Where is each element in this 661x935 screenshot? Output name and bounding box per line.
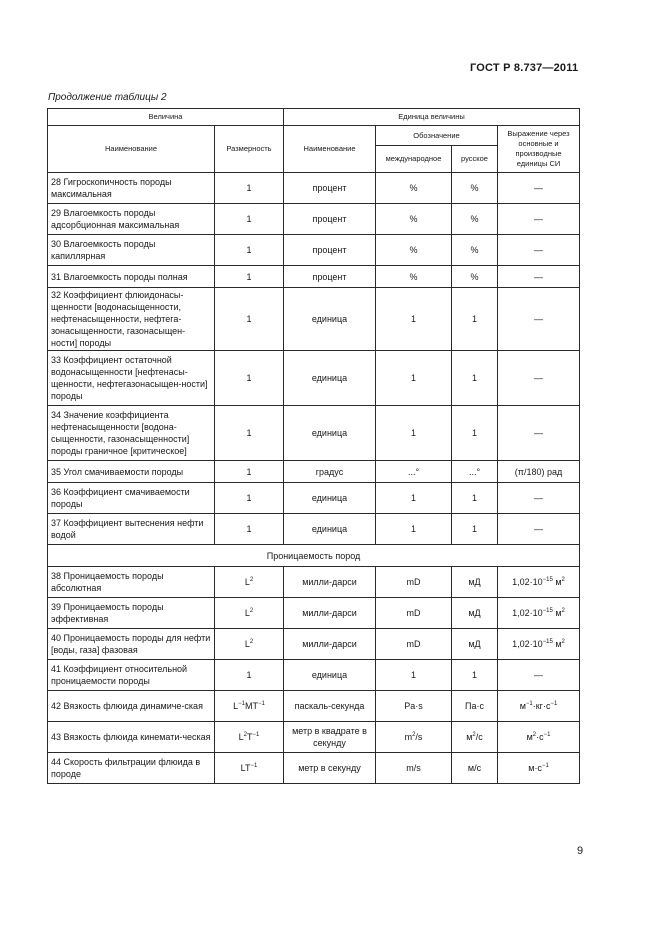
table-caption: Продолжение таблицы 2 — [48, 92, 167, 103]
rus-symbol-cell: мД — [452, 598, 498, 629]
unit-name-cell: милли-дарси — [284, 567, 376, 598]
header-quantity: Величина — [48, 109, 284, 126]
standard-number: ГОСТ Р 8.737—2011 — [470, 62, 579, 74]
intl-symbol-cell: 1 — [376, 514, 452, 545]
dimension-cell: 1 — [215, 173, 284, 204]
unit-name-cell: процент — [284, 266, 376, 288]
table-row — [48, 660, 580, 691]
rus-symbol-cell: 1 — [452, 483, 498, 514]
intl-symbol-cell: 1 — [376, 406, 452, 461]
quantity-name: 40 Проницаемость породы для нефти [воды, газа] фазовая — [48, 629, 215, 660]
quantity-name: 38 Проницаемость породы абсолютная — [48, 567, 215, 598]
table-row — [48, 288, 580, 351]
expression-cell: — — [498, 514, 580, 545]
header-name: Наименование — [48, 126, 215, 173]
expression-cell: — — [498, 204, 580, 235]
expression-cell: — — [498, 235, 580, 266]
dimension-cell: $L^{-1}MT^{-1}$ — [215, 691, 284, 722]
header-unit: Единица величины — [284, 109, 580, 126]
dimension-cell: $L^2T^{-1}$ — [215, 722, 284, 753]
section-row — [48, 545, 580, 567]
expression-cell: — — [498, 288, 580, 351]
quantity-name: 36 Коэффициент смачиваемости породы — [48, 483, 215, 514]
intl-symbol-cell: mD — [376, 567, 452, 598]
quantity-name: 35 Угол смачиваемости породы — [48, 461, 215, 483]
intl-symbol-cell: 1 — [376, 351, 452, 406]
unit-name-cell: процент — [284, 235, 376, 266]
dimension-cell: 1 — [215, 461, 284, 483]
rus-symbol-cell: мД — [452, 567, 498, 598]
rus-symbol-cell: 1 — [452, 351, 498, 406]
table-row — [48, 629, 580, 660]
rus-symbol-cell: % — [452, 266, 498, 288]
intl-symbol-cell: 1 — [376, 483, 452, 514]
expression-cell: — — [498, 351, 580, 406]
header-dimension: Размерность — [215, 126, 284, 173]
dimension-cell: 1 — [215, 266, 284, 288]
page-number: 9 — [577, 845, 584, 857]
intl-symbol-cell: Pa·s — [376, 691, 452, 722]
table-row — [48, 598, 580, 629]
expression-cell: — — [498, 483, 580, 514]
table-row — [48, 753, 580, 784]
table-row — [48, 483, 580, 514]
quantity-name: 34 Значение коэффициента нефтенасыщенности [водона-сыщенности, газонасыщенности] породы граничное [критическое] — [48, 406, 215, 461]
table-row — [48, 204, 580, 235]
expression-cell: (π/180) рад — [498, 461, 580, 483]
intl-symbol-cell: % — [376, 235, 452, 266]
rus-symbol-cell: % — [452, 173, 498, 204]
quantity-name: 32 Коэффициент флюидонасы-щенности [водонасыщенности, нефтенасыщенности, нефтега-зонасыщенности, газонасыщен-ности] породы — [48, 288, 215, 351]
table-row — [48, 406, 580, 461]
unit-name-cell: процент — [284, 204, 376, 235]
rus-symbol-cell: 1 — [452, 406, 498, 461]
rus-symbol-cell: $м^2/с$ — [452, 722, 498, 753]
header-russian: русское — [452, 146, 498, 173]
table-row — [48, 461, 580, 483]
dimension-cell: 1 — [215, 235, 284, 266]
table-row — [48, 173, 580, 204]
dimension-cell: $LT^{-1}$ — [215, 753, 284, 784]
table-row — [48, 722, 580, 753]
dimension-cell: 1 — [215, 204, 284, 235]
quantity-name: 39 Проницаемость породы эффективная — [48, 598, 215, 629]
table-row — [48, 235, 580, 266]
header-designation: Обозначение — [376, 126, 498, 146]
intl-symbol-cell: ...° — [376, 461, 452, 483]
unit-name-cell: милли-дарси — [284, 629, 376, 660]
unit-name-cell: единица — [284, 406, 376, 461]
dimension-cell: $L^2$ — [215, 629, 284, 660]
dimension-cell: 1 — [215, 514, 284, 545]
rus-symbol-cell: 1 — [452, 514, 498, 545]
unit-name-cell: единица — [284, 660, 376, 691]
unit-name-cell: метр в квадрате в секунду — [284, 722, 376, 753]
header-unit-name: Наименование — [284, 126, 376, 173]
intl-symbol-cell: m/s — [376, 753, 452, 784]
header-international: международное — [376, 146, 452, 173]
quantity-name: 44 Скорость фильтрации флюида в породе — [48, 753, 215, 784]
rus-symbol-cell: 1 — [452, 660, 498, 691]
quantity-name: 42 Вязкость флюида динамиче-ская — [48, 691, 215, 722]
table-row — [48, 567, 580, 598]
unit-name-cell: градус — [284, 461, 376, 483]
quantity-name: 30 Влагоемкость породы капиллярная — [48, 235, 215, 266]
expression-cell: $м\cdot с^{-1}$ — [498, 753, 580, 784]
quantity-name: 31 Влагоемкость породы полная — [48, 266, 215, 288]
intl-symbol-cell: $m^2/s$ — [376, 722, 452, 753]
unit-name-cell: процент — [284, 173, 376, 204]
dimension-cell: $L^2$ — [215, 598, 284, 629]
unit-name-cell: метр в секунду — [284, 753, 376, 784]
unit-name-cell: паскаль-секунда — [284, 691, 376, 722]
intl-symbol-cell: 1 — [376, 288, 452, 351]
unit-name-cell: единица — [284, 351, 376, 406]
rus-symbol-cell: % — [452, 204, 498, 235]
expression-cell: $1,02\cdot 10^{-15}$ $м^2$ — [498, 629, 580, 660]
unit-name-cell: единица — [284, 514, 376, 545]
intl-symbol-cell: % — [376, 266, 452, 288]
quantity-name: 43 Вязкость флюида кинемати-ческая — [48, 722, 215, 753]
rus-symbol-cell: м/с — [452, 753, 498, 784]
quantity-name: 41 Коэффициент относительной проницаемости породы — [48, 660, 215, 691]
intl-symbol-cell: % — [376, 173, 452, 204]
expression-cell: — — [498, 173, 580, 204]
quantity-name: 28 Гигроскопичность породы максимальная — [48, 173, 215, 204]
unit-name-cell: единица — [284, 483, 376, 514]
dimension-cell: 1 — [215, 406, 284, 461]
unit-name-cell: единица — [284, 288, 376, 351]
dimension-cell: $L^2$ — [215, 567, 284, 598]
expression-cell: — — [498, 266, 580, 288]
expression-cell: — — [498, 660, 580, 691]
intl-symbol-cell: mD — [376, 629, 452, 660]
expression-cell: — — [498, 406, 580, 461]
expression-cell: $1,02\cdot 10^{-15}$ $м^2$ — [498, 598, 580, 629]
rus-symbol-cell: ...° — [452, 461, 498, 483]
expression-cell: $м^{-1}\cdot кг\cdot с^{-1}$ — [498, 691, 580, 722]
quantity-name: 33 Коэффициент остаточной водонасыщенности [нефтенасы-щенности, нефтегазонасыщен-ности] породы — [48, 351, 215, 406]
expression-cell: $м^2\cdot с^{-1}$ — [498, 722, 580, 753]
intl-symbol-cell: mD — [376, 598, 452, 629]
quantity-name: 29 Влагоемкость породы адсорбционная максимальная — [48, 204, 215, 235]
rus-symbol-cell: 1 — [452, 288, 498, 351]
unit-name-cell: милли-дарси — [284, 598, 376, 629]
table-row — [48, 351, 580, 406]
dimension-cell: 1 — [215, 483, 284, 514]
intl-symbol-cell: % — [376, 204, 452, 235]
dimension-cell: 1 — [215, 288, 284, 351]
section-title: Проницаемость пород — [48, 545, 580, 567]
table-row — [48, 266, 580, 288]
units-table — [47, 108, 580, 784]
quantity-name: 37 Коэффициент вытеснения нефти водой — [48, 514, 215, 545]
table-row — [48, 691, 580, 722]
header-expression: Выражение через основные и производные единицы СИ — [498, 126, 580, 173]
table-row — [48, 514, 580, 545]
dimension-cell: 1 — [215, 660, 284, 691]
rus-symbol-cell: мД — [452, 629, 498, 660]
rus-symbol-cell: Па·с — [452, 691, 498, 722]
dimension-cell: 1 — [215, 351, 284, 406]
intl-symbol-cell: 1 — [376, 660, 452, 691]
rus-symbol-cell: % — [452, 235, 498, 266]
expression-cell: $1,02\cdot 10^{-15}$ $м^2$ — [498, 567, 580, 598]
